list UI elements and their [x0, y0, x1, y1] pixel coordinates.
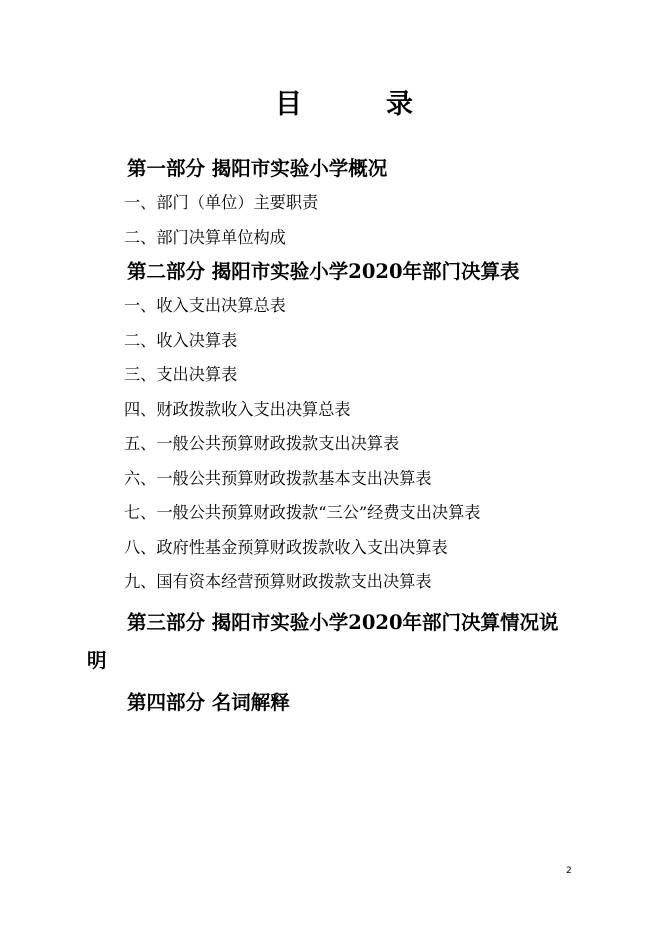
toc-item[interactable]: 一、部门（单位）主要职责: [124, 193, 319, 212]
toc-item[interactable]: 四、财政拨款收入支出决算总表: [124, 399, 351, 419]
toc-part-2-heading[interactable]: 第二部分 揭阳市实验小学2020年部门决算表: [127, 260, 520, 283]
toc-part-3-heading[interactable]: 第三部分 揭阳市实验小学2020年部门决算情况说明: [87, 610, 559, 672]
toc-item[interactable]: 八、政府性基金预算财政拨款收入支出决算表: [124, 537, 448, 557]
toc-item[interactable]: 二、部门决算单位构成: [124, 227, 286, 247]
page-title: [0, 82, 662, 118]
toc-item[interactable]: 二、收入决算表: [124, 330, 238, 350]
toc-part-1-heading[interactable]: 第一部分 揭阳市实验小学概况: [127, 157, 388, 180]
toc-item[interactable]: 一、收入支出决算总表: [124, 296, 286, 315]
toc-item[interactable]: 五、一般公共预算财政拨款支出决算表: [124, 434, 400, 453]
toc-item[interactable]: 六、一般公共预算财政拨款基本支出决算表: [124, 468, 432, 488]
toc-item[interactable]: 七、一般公共预算财政拨款“三公”经费支出决算表: [124, 503, 481, 522]
toc-item[interactable]: 九、国有资本经营预算财政拨款支出决算表: [124, 572, 432, 591]
title-char-2: 录: [386, 89, 413, 120]
title-char-1: 目: [275, 89, 302, 120]
toc-item[interactable]: 三、支出决算表: [124, 365, 238, 384]
table-of-contents: [0, 150, 662, 720]
toc-part-4-heading[interactable]: 第四部分 名词解释: [127, 690, 290, 714]
page-number: 2: [566, 866, 572, 876]
